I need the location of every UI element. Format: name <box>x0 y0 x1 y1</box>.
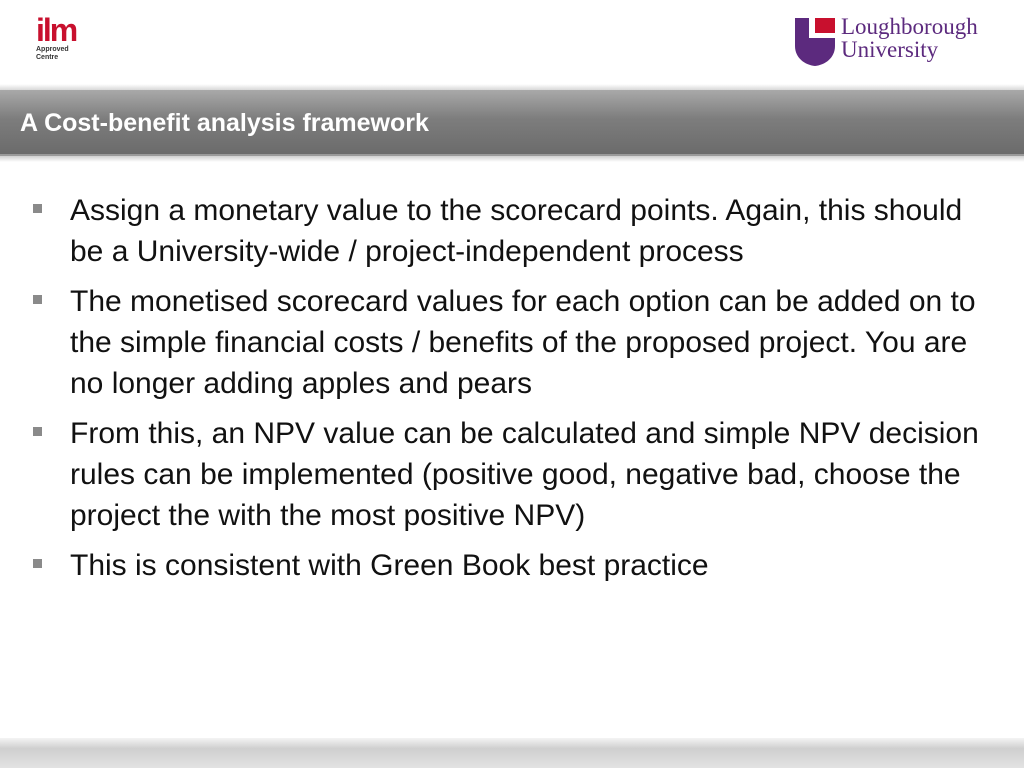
university-name-line2: University <box>841 37 939 62</box>
university-shield-icon <box>795 16 835 66</box>
square-bullet-icon <box>33 427 42 436</box>
bullet-text: The monetised scorecard values for each option can be added on to the simple financial costs / benefits of the proposed project. You are no longer adding apples and pears <box>70 285 976 400</box>
footer-bar <box>0 738 1024 768</box>
bullet-item <box>30 545 1000 586</box>
bullet-item <box>30 190 1000 272</box>
bullet-text: This is consistent with Green Book best practice <box>70 549 709 582</box>
ilm-logo <box>36 14 86 68</box>
title-bar-shadow <box>0 156 1024 162</box>
loughborough-university-logo <box>795 16 1010 68</box>
square-bullet-icon <box>33 295 42 304</box>
bullet-item <box>30 413 1000 536</box>
slide-title: A Cost-benefit analysis framework <box>20 109 429 137</box>
square-bullet-icon <box>33 559 42 568</box>
ilm-logo-text: ilm <box>36 12 77 48</box>
bullet-text: From this, an NPV value can be calculated and simple NPV decision rules can be implemented (positive good, negative bad, choose the project the with the most positive NPV) <box>70 417 979 532</box>
university-name-line1: Loughborough <box>841 14 978 39</box>
square-bullet-icon <box>33 204 42 213</box>
bullet-list <box>30 190 1000 595</box>
bullet-item <box>30 281 1000 404</box>
university-name <box>841 15 978 61</box>
ilm-logo-subtitle: Approved Centre <box>36 46 69 61</box>
title-bar <box>0 90 1024 156</box>
bullet-text: Assign a monetary value to the scorecard points. Again, this should be a University-wide / project-independent process <box>70 194 963 268</box>
